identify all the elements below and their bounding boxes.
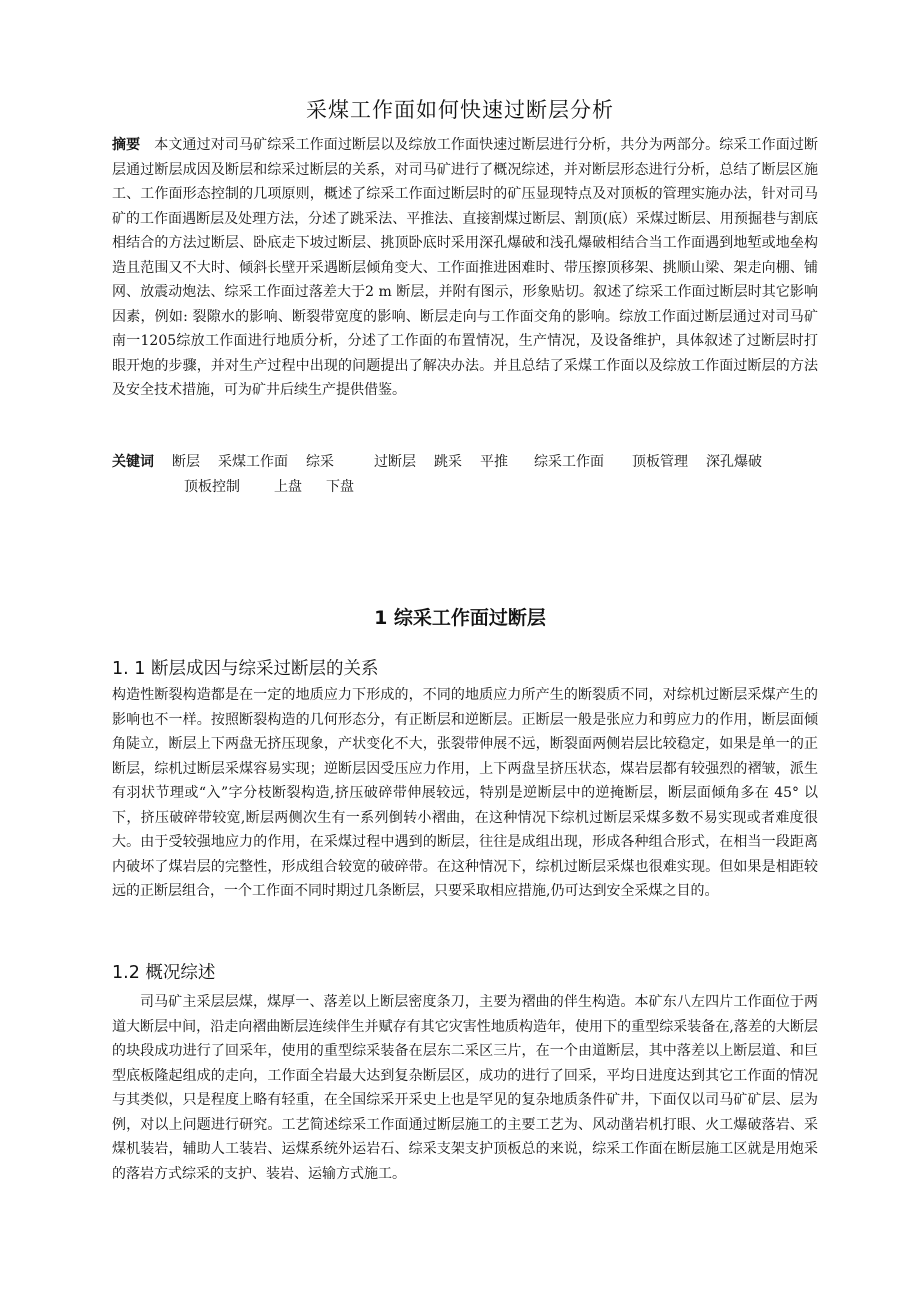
keywords-line-2 xyxy=(112,475,822,500)
keyword: 综采工作面 xyxy=(534,454,604,470)
keyword: 采煤工作面 xyxy=(218,454,288,470)
keyword: 跳采 xyxy=(434,454,462,470)
keyword: 深孔爆破 xyxy=(706,454,762,470)
body-paragraph-1-1: 构造性断裂构造都是在一定的地质应力下形成的，不同的地质应力所产生的断裂质不同，对综机过断层采煤产生的影响也不一样。按照断裂构造的几何形态分，有正断层和逆断层。正断层一般是张应力和剪应力的作用，断层面倾角陡立，断层上下两盘无挤压现象，产状变化不大，张裂带伸展不远，断裂面两侧岩层比较稳定，如果是单一的正断层，综机过断层采煤容易实现；逆断层因受压应力作用，上下两盘呈挤压状态，煤岩层都有较强烈的褶皱，派生有羽状节理或“入”字分枝断裂构造,挤压破碎带伸展较远，特别是逆断层中的逆掩断层，断层面倾角多在 45° 以下，挤压破碎带较宽,断层两侧次生有一系列倒转小褶曲，在这种情况下综机过断层采煤多数不易实现或者难度很大。由于受较强地应力的作用，在采煤过程中遇到的断层，往往是成组出现，形成各种组合形式，在相当一段距离内破坏了煤岩层的完整性，形成组合较宽的破碎带。在这种情况下，综机过断层采煤也很难实现。但如果是相距较远的正断层组合，一个工作面不同时期过几条断层，只要采取相应措施,仍可达到安全采煤之目的。 xyxy=(112,687,818,899)
section-heading: 1 综采工作面过断层 xyxy=(374,607,546,629)
keyword: 综采 xyxy=(306,454,334,470)
document-title: 采煤工作面如何快速过断层分析 xyxy=(306,98,614,122)
keyword: 下盘 xyxy=(326,478,354,495)
keywords-line-1 xyxy=(112,450,822,475)
keyword: 平推 xyxy=(480,454,508,470)
keyword: 过断层 xyxy=(374,454,416,470)
keyword: 顶板管理 xyxy=(632,454,688,470)
keyword: 顶板控制 xyxy=(184,478,240,495)
keyword: 上盘 xyxy=(274,478,302,495)
abstract-text: 本文通过对司马矿综采工作面过断层以及综放工作面快速过断层进行分析，共分为两部分。综采工作面过断层通过断层成因及断层和综采过断层的关系，对司马矿进行了概况综述，并对断层形态进行分析，总结了断层区施工、工作面形态控制的几项原则，概述了综采工作面过断层时的矿压显现特点及对顶板的管理实施办法，针对司马矿的工作面遇断层及处理方法，分述了跳采法、平推法、直接割煤过断层、割顶(底）采煤过断层、用预掘巷与割底相结合的方法过断层、卧底走下坡过断层、挑顶卧底时采用深孔爆破和浅孔爆破相结合当工作面遇到地堑或地垒构造且范围又不大时、倾斜长壁开采遇断层倾角变大、工作面推进困难时、带压擦顶移架、挑顺山梁、架走向棚、铺网、放震动炮法、综采工作面过落差大于2 m 断层，并附有图示，形象贴切。叙述了综采工作面过断层时其它影响因素，例如: 裂隙水的影响、断裂带宽度的影响、断层走向与工作面交角的影响。综放工作面过断层通过对司马矿南一1205综放工作面进行地质分析，分述了工作面的布置情况，生产情况，及设备维护，具体叙述了过断层时打眼开炮的步骤，并对生产过程中出现的问题提出了解决办法。并且总结了采煤工作面以及综放工作面过断层的方法及安全技术措施，可为矿井后续生产提供借鉴。 xyxy=(112,137,818,398)
subsection-heading-1-1: 1. 1 断层成因与综采过断层的关系 xyxy=(112,659,379,679)
abstract-paragraph xyxy=(112,133,818,403)
keyword: 断层 xyxy=(172,454,200,470)
abstract-label: 摘要 xyxy=(112,137,141,153)
subsection-heading-1-2: 1.2 概况综述 xyxy=(112,963,216,983)
keywords-block xyxy=(112,450,822,499)
body-paragraph-1-2: 司马矿主采层层煤，煤厚一、落差以上断层密度条刀，主要为褶曲的伴生构造。本矿东八左四片工作面位于两道大断层中间，沿走向褶曲断层连续伴生并赋存有其它灾害性地质构造年，使用下的重型综采装备在,落差的大断层的块段成功进行了回采年，使用的重型综采装备在层东二采区三片，在一个由道断层，其中落差以上断层道、和巨型底板隆起组成的走向，工作面全岩最大达到复杂断层区，成功的进行了回采，平均日进度达到其它工作面的情况与其类似，只是程度上略有轻重，在全国综采开采史上也是罕见的复杂地质条件矿井，下面仅以司马矿矿层、层为例，对以上问题进行研究。工艺简述综采工作面通过断层施工的主要工艺为、风动凿岩机打眼、火工爆破落岩、采煤机装岩，辅助人工装岩、运煤系统外运岩石、综采支架支护顶板总的来说，综采工作面在断层施工区就是用炮采的落岩方式综采的支护、装岩、运输方式施工。 xyxy=(112,994,818,1182)
keywords-label: 关键词 xyxy=(112,454,154,470)
